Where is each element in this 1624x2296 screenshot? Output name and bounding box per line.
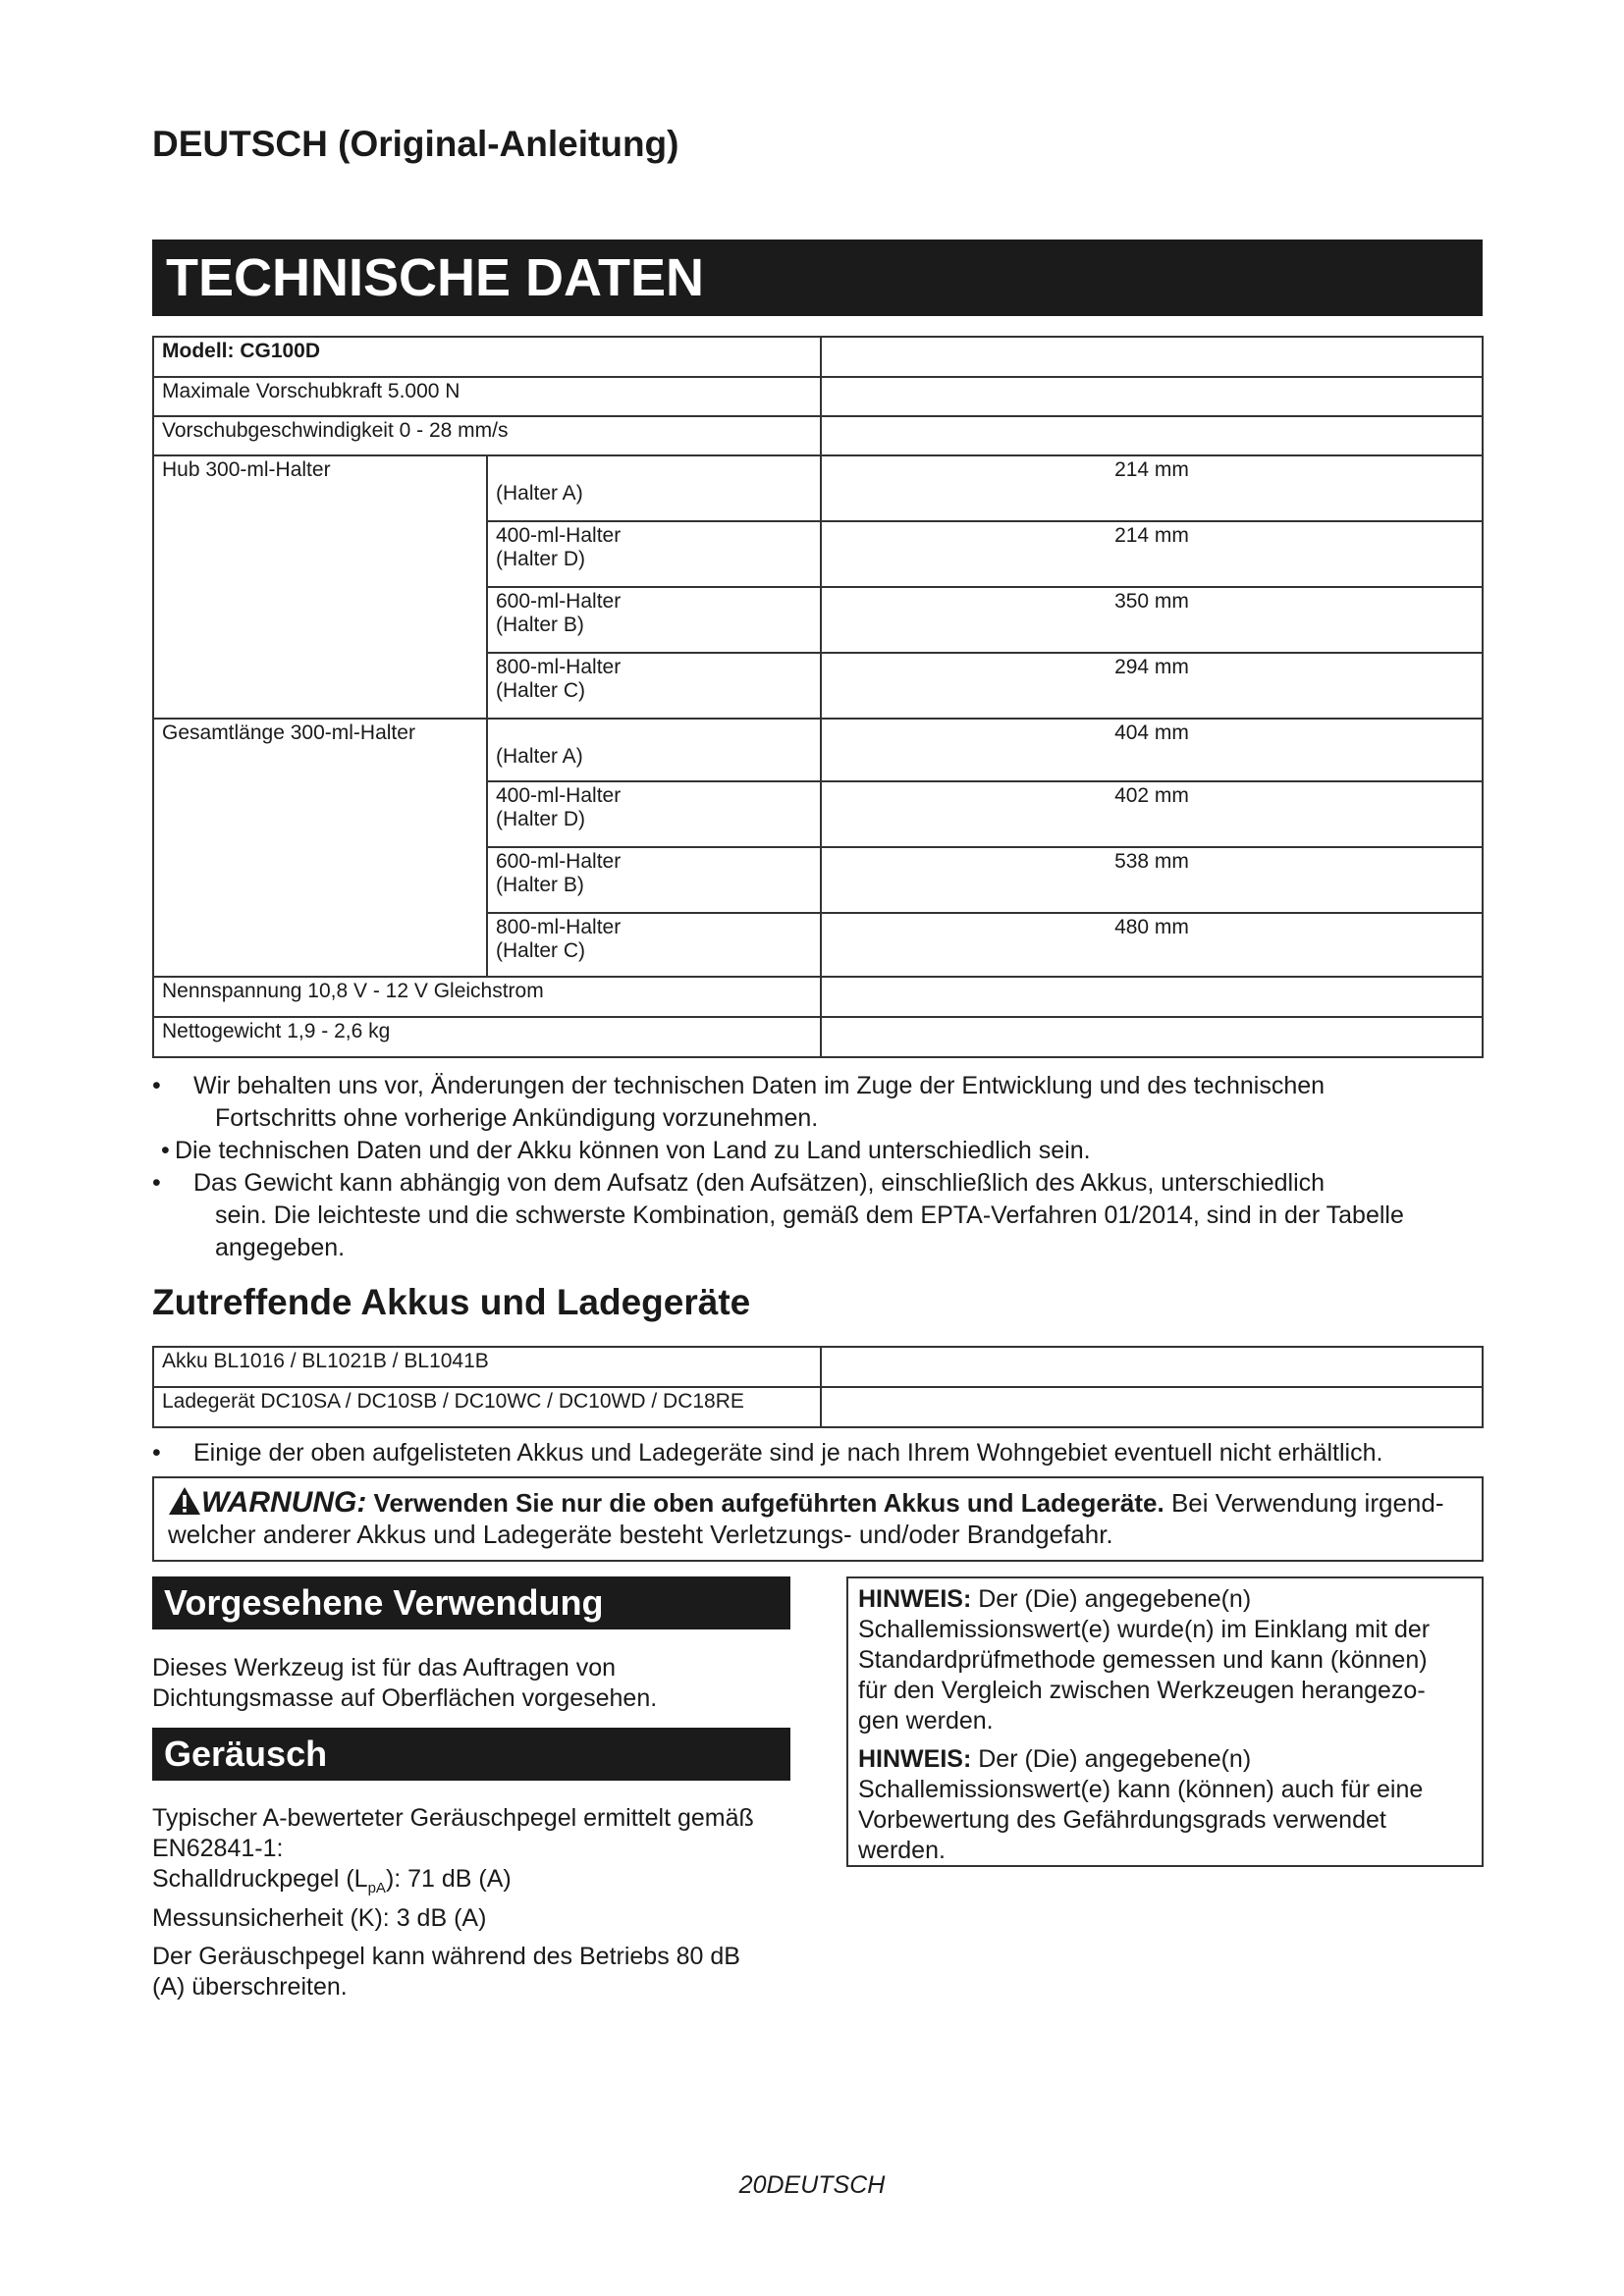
- model-cell: Modell: CG100D: [153, 337, 821, 377]
- holder-name: 800-ml-Halter: [496, 916, 622, 938]
- bullet: •: [161, 1137, 170, 1164]
- empty-cell: [821, 1347, 1483, 1387]
- text-part: Schalldruckpegel (L: [152, 1865, 368, 1893]
- table-row: [153, 455, 1483, 521]
- holder-cell: [487, 653, 821, 719]
- note-item: [152, 1167, 1488, 1264]
- noise-heading: Geräusch: [152, 1728, 790, 1781]
- thrust-cell: Maximale Vorschubkraft 5.000 N: [153, 377, 821, 416]
- empty-cell: [821, 377, 1483, 416]
- holder-cell: [487, 719, 821, 781]
- empty-cell: [821, 416, 1483, 455]
- text-line: EN62841-1:: [152, 1835, 284, 1862]
- warning-text: Bei Verwendung irgend-: [1170, 1488, 1444, 1518]
- table-row: [153, 1347, 1483, 1387]
- length-value: 480 mm: [821, 913, 1483, 977]
- holder-name: 800-ml-Halter: [496, 656, 622, 678]
- weight-cell: Nettogewicht 1,9 - 2,6 kg: [153, 1017, 821, 1057]
- batteries-note: [152, 1437, 1488, 1469]
- table-row: [153, 719, 1483, 781]
- text-line: (A) überschreiten.: [152, 1973, 348, 2001]
- page-footer: 20DEUTSCH: [738, 2171, 886, 2199]
- warning-box: [152, 1476, 1484, 1562]
- text-part: Der (Die) angegebene(n): [978, 1745, 1252, 1773]
- text-line: für den Vergleich zwischen Werkzeugen herangezo-: [858, 1677, 1426, 1704]
- table-row: [153, 1387, 1483, 1427]
- text-line: gen werden.: [858, 1707, 994, 1735]
- warning-triangle-icon: [168, 1486, 201, 1516]
- table-row: [153, 377, 1483, 416]
- note-item: [152, 1135, 1488, 1167]
- empty-cell: [821, 1387, 1483, 1427]
- holder-type: (Halter C): [496, 679, 586, 702]
- note-line: Die technischen Daten und der Akku können von Land zu Land unterschiedlich sein.: [175, 1137, 1091, 1164]
- batteries-table: [152, 1346, 1484, 1428]
- stroke-value: 214 mm: [821, 521, 1483, 587]
- speed-cell: Vorschubgeschwindigkeit 0 - 28 mm/s: [153, 416, 821, 455]
- bullet: •: [152, 1169, 161, 1197]
- holder-cell: [487, 455, 821, 521]
- holder-type: (Halter C): [496, 939, 586, 962]
- hinweis-label: HINWEIS:: [858, 1745, 972, 1773]
- warning-bold-text: Verwenden Sie nur die oben aufgeführten Akkus und Ladegeräte.: [373, 1488, 1164, 1518]
- subscript: pA: [367, 1880, 386, 1896]
- empty-cell: [821, 1017, 1483, 1057]
- length-value: 404 mm: [821, 719, 1483, 781]
- akku-cell: Akku BL1016 / BL1021B / BL1041B: [153, 1347, 821, 1387]
- note-line: Fortschritts ohne vorherige Ankündigung vorzunehmen.: [215, 1104, 819, 1132]
- text-part: Der (Die) angegebene(n): [978, 1585, 1252, 1613]
- stroke-value: 294 mm: [821, 653, 1483, 719]
- length-value: 402 mm: [821, 781, 1483, 847]
- bullet: •: [152, 1439, 161, 1467]
- stroke-value: 214 mm: [821, 455, 1483, 521]
- text-line: Schallemissionswert(e) kann (können) auch für eine: [858, 1776, 1424, 1803]
- intended-use-heading: Vorgesehene Verwendung: [152, 1576, 790, 1629]
- text-line: Dichtungsmasse auf Oberflächen vorgesehen.: [152, 1684, 658, 1712]
- holder-type: (Halter A): [496, 745, 583, 768]
- warning-label: WARNUNG:: [201, 1486, 367, 1519]
- table-row: [153, 977, 1483, 1017]
- empty-cell: [821, 977, 1483, 1017]
- holder-cell: [487, 587, 821, 653]
- length-label: Gesamtlänge 300-ml-Halter: [153, 719, 487, 977]
- holder-cell: [487, 913, 821, 977]
- text-line: Schallemissionswert(e) wurde(n) im Einklang mit der: [858, 1616, 1431, 1643]
- note-item: [152, 1070, 1488, 1135]
- hinweis-note: [858, 1584, 1472, 1736]
- holder-type: (Halter B): [496, 614, 584, 636]
- batteries-heading: Zutreffende Akkus und Ladegeräte: [152, 1282, 751, 1322]
- warning-text-line2: welcher anderer Akkus und Ladegeräte besteht Verletzungs- und/oder Brandgefahr.: [168, 1520, 1113, 1549]
- holder-name: 400-ml-Halter: [496, 784, 622, 807]
- text-line: werden.: [858, 1837, 946, 1864]
- holder-cell: [487, 847, 821, 913]
- empty-cell: [821, 337, 1483, 377]
- sound-pressure-line: [152, 1864, 754, 1903]
- holder-type: (Halter D): [496, 808, 586, 830]
- note-line: Wir behalten uns vor, Änderungen der technischen Daten im Zuge der Entwicklung und des technischen: [193, 1072, 1326, 1099]
- intended-use-text: [152, 1653, 657, 1714]
- text-line: Standardprüfmethode gemessen und kann (können): [858, 1646, 1428, 1674]
- note-line: Das Gewicht kann abhängig von dem Aufsatz (den Aufsätzen), einschließlich des Akkus, unterschiedlich: [193, 1169, 1326, 1197]
- hinweis-label: HINWEIS:: [858, 1585, 972, 1613]
- warning-line: [168, 1486, 1470, 1519]
- holder-name: 600-ml-Halter: [496, 850, 622, 873]
- holder-name: 400-ml-Halter: [496, 524, 622, 547]
- holder-type: (Halter D): [496, 548, 586, 570]
- stroke-value: 350 mm: [821, 587, 1483, 653]
- stroke-label: Hub 300-ml-Halter: [153, 455, 487, 719]
- voltage-cell: Nennspannung 10,8 V - 12 V Gleichstrom: [153, 977, 821, 1017]
- table-row: [153, 337, 1483, 377]
- holder-type: (Halter A): [496, 482, 583, 505]
- holder-name: [496, 458, 812, 482]
- text-line: Der Geräuschpegel kann während des Betriebs 80 dB: [152, 1943, 740, 1970]
- hinweis-box: [846, 1576, 1484, 1867]
- text-line: Messunsicherheit (K): 3 dB (A): [152, 1904, 487, 1932]
- holder-name: [496, 721, 812, 745]
- spec-table: [152, 336, 1484, 1058]
- text-part: ): 71 dB (A): [385, 1865, 512, 1893]
- holder-cell: [487, 781, 821, 847]
- note-line: angegeben.: [215, 1234, 346, 1261]
- language-heading: DEUTSCH (Original-Anleitung): [152, 124, 679, 164]
- holder-name: 600-ml-Halter: [496, 590, 622, 613]
- technical-data-banner: TECHNISCHE DATEN: [152, 240, 1483, 316]
- note-line: sein. Die leichteste und die schwerste Kombination, gemäß dem EPTA-Verfahren 01/2014, sind in der Tabelle: [215, 1201, 1404, 1229]
- text-line: Typischer A-bewerteter Geräuschpegel ermittelt gemäß: [152, 1804, 754, 1832]
- hinweis-note: [858, 1744, 1472, 1866]
- text-line: Dieses Werkzeug ist für das Auftragen von: [152, 1654, 616, 1682]
- text-line: Vorbewertung des Gefährdungsgrads verwendet: [858, 1806, 1386, 1834]
- table-row: [153, 416, 1483, 455]
- holder-type: (Halter B): [496, 874, 584, 896]
- note-line: Einige der oben aufgelisteten Akkus und Ladegeräte sind je nach Ihrem Wohngebiet eventuell nicht erhältlich.: [193, 1439, 1383, 1467]
- length-value: 538 mm: [821, 847, 1483, 913]
- charger-cell: Ladegerät DC10SA / DC10SB / DC10WC / DC10WD / DC18RE: [153, 1387, 821, 1427]
- holder-cell: [487, 521, 821, 587]
- table-row: [153, 1017, 1483, 1057]
- bullet: •: [152, 1072, 161, 1099]
- noise-text: [152, 1803, 754, 2002]
